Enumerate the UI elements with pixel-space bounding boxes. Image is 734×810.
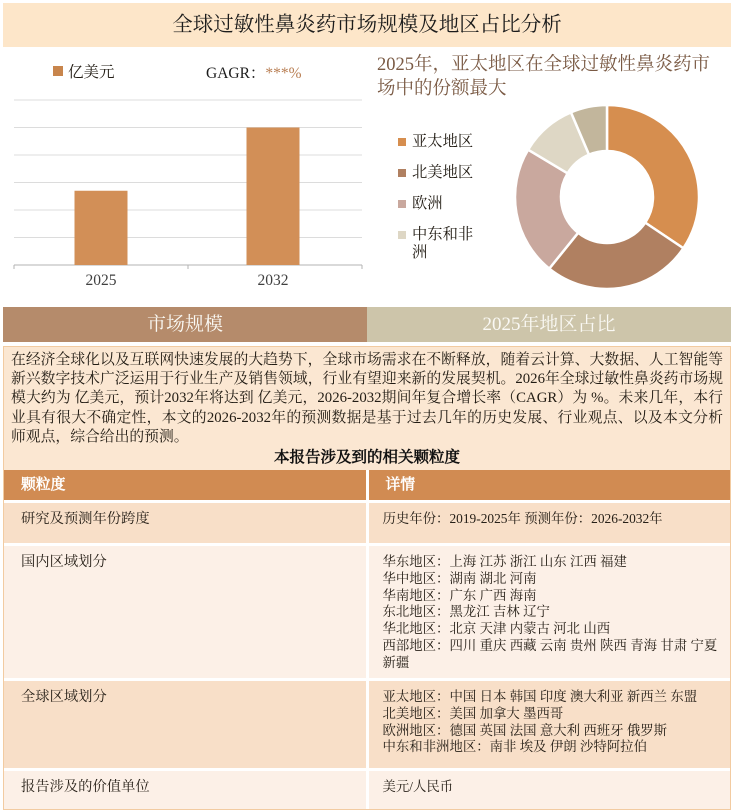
table-header-granularity: 颗粒度 — [4, 470, 366, 500]
pie-legend-swatch-icon — [398, 231, 406, 239]
pie-legend-swatch-icon — [398, 138, 406, 146]
pie-legend-item — [398, 226, 518, 262]
bar-chart — [12, 50, 364, 305]
pie-legend-item — [398, 164, 518, 182]
cagr-prefix: GAGR： — [206, 65, 266, 82]
table-header-row — [4, 470, 730, 500]
cagr-masked-value: ***% — [265, 65, 302, 82]
svg-text:2032: 2032 — [257, 272, 289, 289]
pie-legend-swatch-icon — [398, 200, 406, 208]
detail-line: 西部地区：四川 重庆 西藏 云南 贵州 陕西 青海 甘肃 宁夏 新疆 — [382, 638, 718, 670]
detail-line: 中东和非洲地区：南非 埃及 伊朗 沙特阿拉伯 — [382, 739, 647, 755]
detail-line: 亚太地区：中国 日本 韩国 印度 澳大利亚 新西兰 东盟 — [382, 689, 698, 705]
detail-line: 美元/人民币 — [382, 779, 454, 795]
table-cell-detail — [369, 681, 731, 768]
table-row — [4, 771, 730, 810]
page-title: 全球过敏性鼻炎药市场规模及地区占比分析 — [3, 3, 731, 47]
detail-line: 华东地区：上海 江苏 浙江 山东 江西 福建 — [382, 554, 627, 570]
detail-line: 欧洲地区：德国 英国 法国 意大利 西班牙 俄罗斯 — [382, 722, 668, 738]
table-cell-granularity: 全球区域划分 — [4, 681, 366, 768]
detail-line: 北美地区：美国 加拿大 墨西哥 — [382, 705, 564, 721]
bar-legend-label: 亿美元 — [68, 64, 115, 81]
bar-2025 — [75, 191, 128, 265]
pie-chart-legend — [398, 133, 518, 275]
detail-line: 历史年份：2019-2025年 预测年份：2026-2032年 — [382, 511, 663, 527]
pie-legend-label: 北美地区 — [412, 164, 474, 181]
pie-legend-swatch-icon — [398, 169, 406, 177]
table-cell-detail — [369, 771, 731, 810]
granularity-table — [4, 470, 730, 810]
detail-line: 华中地区：湖南 湖北 河南 — [382, 570, 537, 586]
table-cell-granularity: 报告涉及的价值单位 — [4, 771, 366, 810]
tab-market-size[interactable]: 市场规模 — [3, 307, 367, 342]
table-cell-granularity: 国内区域划分 — [4, 546, 366, 678]
table-cell-granularity: 研究及预测年份跨度 — [4, 503, 366, 543]
table-cell-detail — [369, 546, 731, 678]
table-header-detail: 详情 — [369, 470, 731, 500]
tab-region-share[interactable]: 2025年地区占比 — [367, 307, 731, 342]
summary-section — [3, 346, 731, 810]
table-row — [4, 546, 730, 678]
pie-legend-label: 欧洲 — [412, 195, 443, 212]
table-row — [4, 503, 730, 543]
table-cell-detail — [369, 503, 731, 543]
pie-chart-title: 2025年，亚太地区在全球过敏性鼻炎药市场中的份额最大 — [377, 55, 711, 99]
detail-line: 华北地区：北京 天津 内蒙古 河北 山西 — [382, 621, 611, 637]
table-row — [4, 681, 730, 768]
pie-legend-label: 中东和非洲 — [412, 226, 474, 261]
summary-paragraph: 在经济全球化以及互联网快速发展的大趋势下，全球市场需求在不断释放，随着云计算、大数据、人工智能等新兴数字技术广泛运用于行业生产及销售领域，行业有望迎来新的发展契机。2026年全球过敏性鼻炎药市场规模大约为 亿美元，预计2032年将达到 亿美元，2026-2032期间年复合增长率（CAGR）为 %。未来几年，本行业具有很大不确定性，本文的2026-2032年的预测数据是基于过去几年的历史发展、行业观点、以及本文分析师观点，综合给出的预测。 — [11, 352, 723, 445]
detail-line: 东北地区：黑龙江 吉林 辽宁 — [382, 604, 550, 620]
svg-text:2025: 2025 — [85, 272, 117, 289]
granularity-table-title: 本报告涉及到的相关颗粒度 — [273, 449, 460, 467]
pie-legend-item — [398, 133, 518, 151]
pie-legend-label: 亚太地区 — [412, 133, 474, 150]
detail-line: 华南地区：广东 广西 海南 — [382, 587, 537, 603]
pie-legend-item — [398, 195, 518, 213]
bar-2032 — [247, 128, 300, 266]
